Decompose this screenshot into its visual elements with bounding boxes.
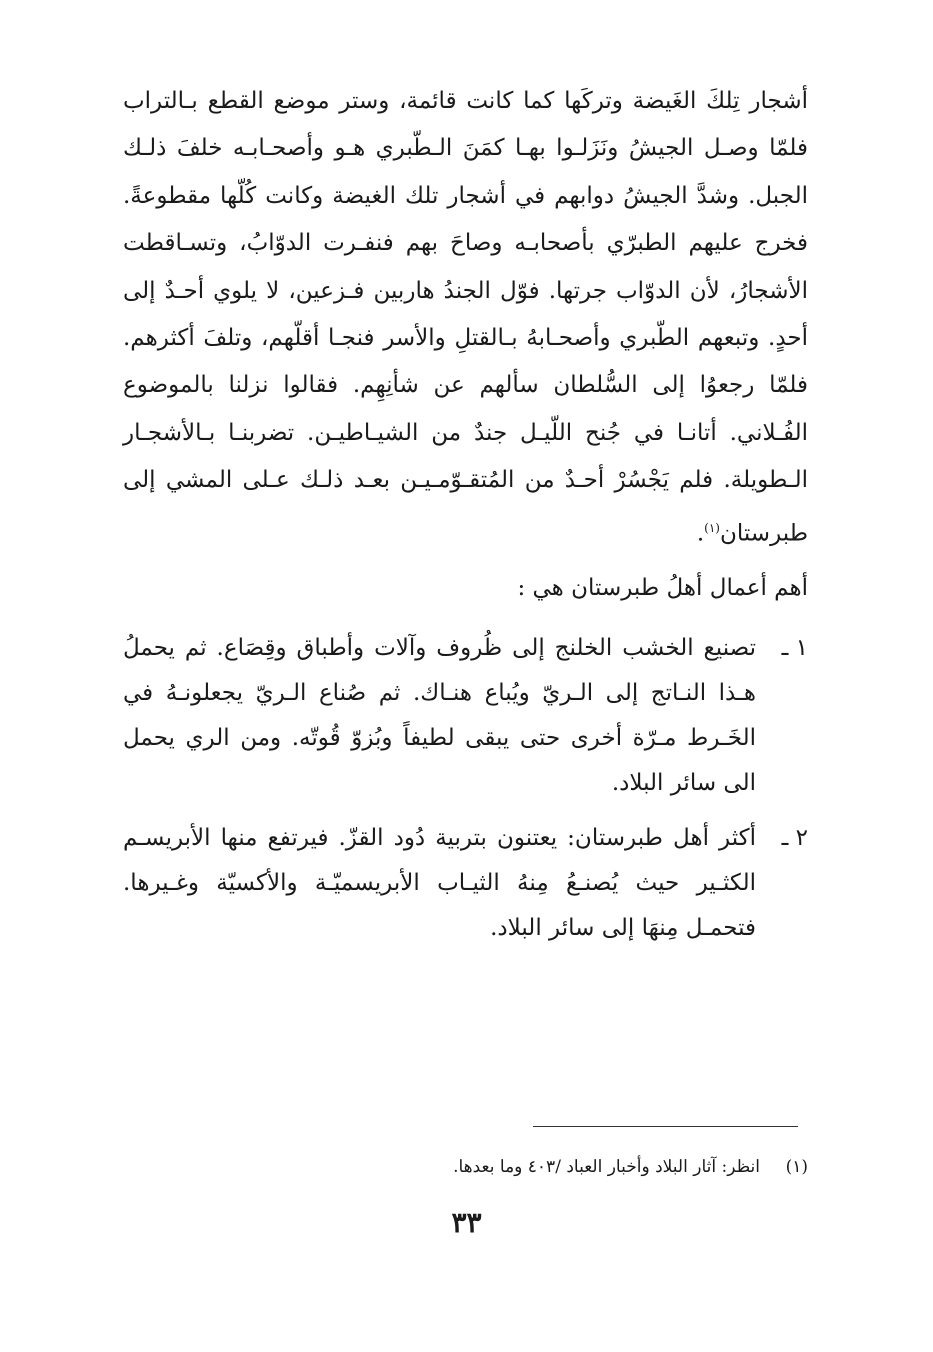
footnote-text: انظر: آثار البلاد وأخبار العباد /٤٠٣ وما بعدها. bbox=[453, 1157, 760, 1177]
crafts-list bbox=[123, 626, 808, 961]
list-item-text: تصنيع الخشب الخلنج إلى ظُروف وآلات وأطباق وقِصَاع. ثم يحملُ هـذا النـاتج إلى الـريّ ويُباع هنـاك. ثم صُناع الـريّ يجعلونـهُ في الخَـرط مـرّة أخرى حتى يبقى لطيفاً وبُزوّ قُوتّه. ومن الري يحمل الى سائر البلاد. bbox=[123, 635, 756, 796]
footnote-mark: (١) bbox=[785, 1157, 808, 1177]
list-item-text: أكثر أهل طبرستان: يعتنون بتربية دُود القزّ. فيرتفع منها الأبريسـم الكثـير حيث يُصنـعُ مِنهُ الثيـاب الأبريسميّـة والأكسيّة وغـيرها. فتحمـل مِنهَا إلى سائر البلاد. bbox=[123, 825, 756, 941]
footnote bbox=[123, 1152, 808, 1182]
list-item-number: ٢ ـ bbox=[781, 825, 808, 851]
list-item bbox=[123, 816, 808, 951]
page-number: ٣٣ bbox=[451, 1206, 482, 1239]
section-heading: أهم أعمال أهلُ طبرستان هي : bbox=[517, 575, 808, 601]
list-item-number: ١ ـ bbox=[781, 635, 808, 661]
main-paragraph: أشجار تِلكَ الغَيضة وتركَها كما كانت قائمة، وستر موضع القطع بـالتراب فلمّا وصـل الجيشُ ونَزَلـوا بهـا كمَنَ الـطّبري هـو وأصحـابـه خلفَ ذلـك الجبل. وشدَّ الجيشُ دوابهم في أشجار تلك الغيضة وكانت كُلّها مقطوعةً. فخرج عليهم الطبرّي بأصحابـه وصاحَ بهم فنفـرت الدوّابُ، وتسـاقطت الأشجارُ، لأن الدوّاب جرتها. فوّل الجندُ هاربين فـزعين، لا يلوي أحـدٌ إلى أحدٍ. وتبعهم الطّبري وأصحـابهُ بـالقتلِ والأسر فنجـا أقلّهم، وتلفَ أكثرهم. فلمّا رجعوُا إلى السُّلطان سألهم عن شأنِهِم. فقالوا نزلنا بالموضوع الفُـلاني. أتانـا في جُنح اللّيـل جندٌ من الشيـاطيـن. تضربنـا بـالأشجـار الـطويلة. فلم يَجْسُرْ أحـدٌ من المُتقـوّمـيـن بعـد ذلـك عـلى المشي إلى طبرستان$^{(١)}$. bbox=[123, 88, 808, 547]
list-item bbox=[123, 626, 808, 806]
footnote-reference: (١) bbox=[704, 520, 720, 535]
main-paragraph-text: أشجار تِلكَ الغَيضة وتركَها كما كانت قائمة، وستر موضع القطع بـالتراب فلمّا وصـل الجيشُ ونَزَلـوا بهـا كمَنَ الـطّبري هـو وأصحـابـه خلفَ ذلـك الجبل. وشدَّ الجيشُ دوابهم في أشجار تلك الغيضة وكانت كُلّها مقطوعةً. فخرج عليهم الطبرّي بأصحابـه وصاحَ بهم فنفـرت الدوّابُ، وتسـاقطت الأشجارُ، لأن الدوّاب جرتها. فوّل الجندُ هاربين فـزعين، لا يلوي أحـدٌ إلى أحدٍ. وتبعهم الطّبري وأصحـابهُ بـالقتلِ والأسر فنجـا أقلّهم، وتلفَ أكثرهم. فلمّا رجعوُا إلى السُّلطان سألهم عن شأنِهِم. فقالوا نزلنا بالموضوع الفُـلاني. أتانـا في جُنح اللّيـل جندٌ من الشيـاطيـن. تضربنـا بـالأشجـار الـطويلة. فلم يَجْسُرْ أحـدٌ من المُتقـوّمـيـن بعـد ذلـك عـلى المشي إلى طبرستان bbox=[123, 88, 808, 547]
footnote-divider bbox=[533, 1126, 798, 1127]
